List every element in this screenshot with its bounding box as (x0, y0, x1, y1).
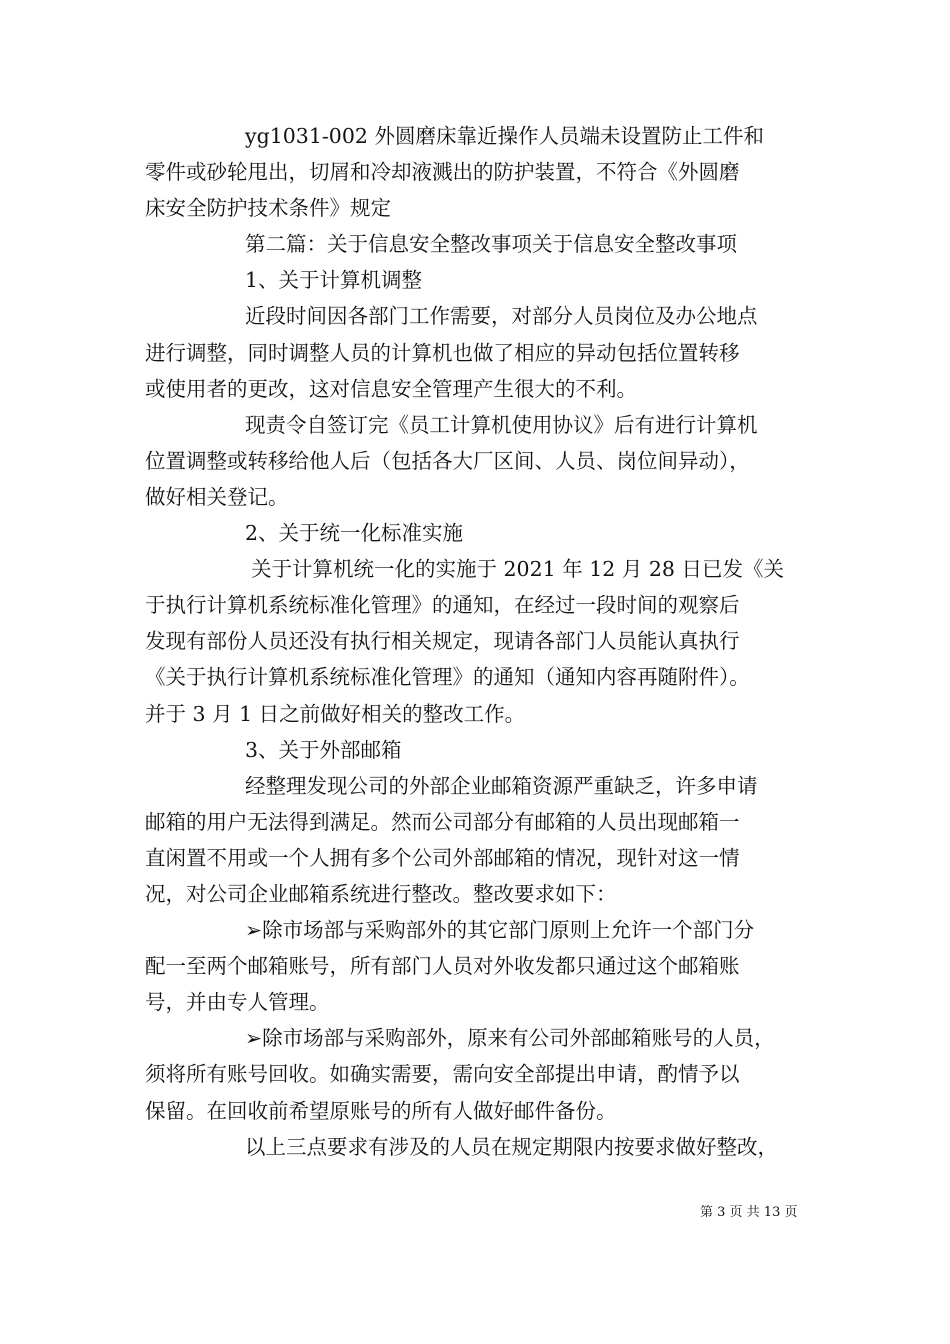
paragraph-line: yg1031-002 外圆磨床靠近操作人员端未设置防止工件和 (245, 124, 764, 148)
paragraph-line: 关于计算机统一化的实施于 2021 年 12 月 28 日已发《关 (251, 557, 784, 582)
paragraph-line: 现责令自签订完《员工计算机使用协议》后有进行计算机 (245, 412, 758, 437)
page-number-footer: 第 3 页 共 13 页 (700, 1205, 798, 1220)
paragraph-line: 或使用者的更改，这对信息安全管理产生很大的不利。 (145, 376, 637, 401)
subsection-heading: 2、关于统一化标准实施 (245, 521, 464, 546)
paragraph-line: 号，并由专人管理。 (145, 990, 330, 1015)
bullet-line: ➢除市场部与采购部外，原来有公司外部邮箱账号的人员， (245, 1026, 775, 1051)
paragraph-line: 并于 3 月 1 日之前做好相关的整改工作。 (145, 701, 526, 726)
paragraph-line: 床安全防护技术条件》规定 (145, 196, 391, 221)
bullet-line: ➢除市场部与采购部外的其它部门原则上允许一个部门分 (245, 918, 755, 943)
paragraph-line: 保留。在回收前希望原账号的所有人做好邮件备份。 (145, 1098, 617, 1123)
paragraph-line: 须将所有账号回收。如确实需要，需向安全部提出申请，酌情予以 (145, 1062, 740, 1087)
document-body (145, 118, 813, 1165)
paragraph-line: 以上三点要求有涉及的人员在规定期限内按要求做好整改， (245, 1134, 778, 1159)
paragraph-line: 经整理发现公司的外部企业邮箱资源严重缺乏，许多申请 (245, 773, 758, 798)
paragraph-line: 《关于执行计算机系统标准化管理》的通知（通知内容再随附件）。 (145, 665, 750, 690)
paragraph-line: 进行调整，同时调整人员的计算机也做了相应的异动包括位置转移 (145, 340, 740, 365)
paragraph-line: 零件或砂轮甩出，切屑和冷却液溅出的防护装置，不符合《外圆磨 (145, 160, 740, 185)
subsection-heading: 3、关于外部邮箱 (245, 737, 402, 762)
paragraph-line: 做好相关登记。 (145, 484, 289, 509)
paragraph-line: 配一至两个邮箱账号，所有部门人员对外收发都只通过这个邮箱账 (145, 954, 740, 979)
paragraph-line: 于执行计算机系统标准化管理》的通知，在经过一段时间的观察后 (145, 593, 740, 618)
paragraph-line: 况，对公司企业邮箱系统进行整改。整改要求如下： (145, 881, 617, 906)
paragraph-line: 近段时间因各部门工作需要，对部分人员岗位及办公地点 (245, 304, 758, 329)
subsection-heading: 1、关于计算机调整 (245, 268, 423, 293)
paragraph-line: 邮箱的用户无法得到满足。然而公司部分有邮箱的人员出现邮箱一 (145, 809, 740, 834)
section-heading: 第二篇：关于信息安全整改事项关于信息安全整改事项 (245, 232, 737, 257)
paragraph-line: 直闲置不用或一个人拥有多个公司外部邮箱的情况，现针对这一情 (145, 845, 740, 870)
paragraph-line: 发现有部份人员还没有执行相关规定，现请各部门人员能认真执行 (145, 629, 740, 654)
paragraph-line: 位置调整或转移给他人后（包括各大厂区间、人员、岗位间异动）， (145, 448, 750, 473)
